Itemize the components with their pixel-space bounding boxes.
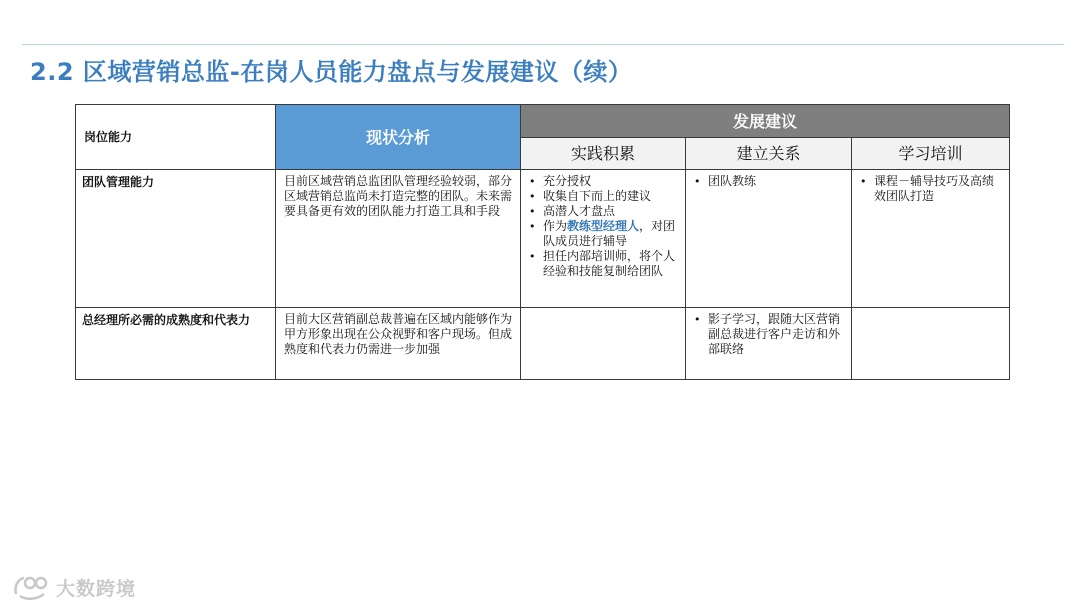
row-status: 目前区域营销总监团队管理经验较弱，部分区域营销总监尚未打造完整的团队。未来需要具备更有效的团队能力打造工具和手段 [276,170,521,308]
list-item: • 收集自下而上的建议 [543,189,679,204]
list-item: • 影子学习，跟随大区营销副总裁进行客户走访和外部联络 [708,312,845,357]
highlight-text: 教练型经理人 [567,219,640,233]
row-relation [686,170,852,308]
row-practice [521,308,686,380]
header-capability: 岗位能力 [76,105,276,170]
table-row [76,308,1010,380]
capability-table [75,104,1010,380]
list-item [543,219,679,249]
header-practice: 实践积累 [521,138,686,170]
list-item: • 高潜人才盘点 [543,204,679,219]
header-development: 发展建议 [521,105,1010,138]
title-rule [22,44,1064,45]
row-status: 目前大区营销副总裁普遍在区域内能够作为甲方形象出现在公众视野和客户现场。但成熟度和代表力仍需进一步加强 [276,308,521,380]
list-item: • 充分授权 [543,174,679,189]
header-status: 现状分析 [276,105,521,170]
list-item: • 担任内部培训师，将个人经验和技能复制给团队 [543,249,679,279]
page-title: 2.2 区域营销总监-在岗人员能力盘点与发展建议（续） [30,58,633,86]
text-segment: ，对团队成员进行辅导 [543,219,676,248]
header-relation: 建立关系 [686,138,852,170]
row-practice [521,170,686,308]
row-relation [686,308,852,380]
row-capability: 总经理所必需的成熟度和代表力 [76,308,276,380]
list-item: • 团队教练 [708,174,845,189]
row-training [852,170,1010,308]
logo-icon [12,574,50,600]
watermark-logo [12,572,136,602]
text-segment: 作为 [543,219,568,233]
table-row [76,170,1010,308]
header-training: 学习培训 [852,138,1010,170]
row-training [852,308,1010,380]
watermark-text: 大数跨境 [56,577,137,600]
row-capability: 团队管理能力 [76,170,276,308]
list-item: • 课程－辅导技巧及高绩效团队打造 [874,174,1003,204]
